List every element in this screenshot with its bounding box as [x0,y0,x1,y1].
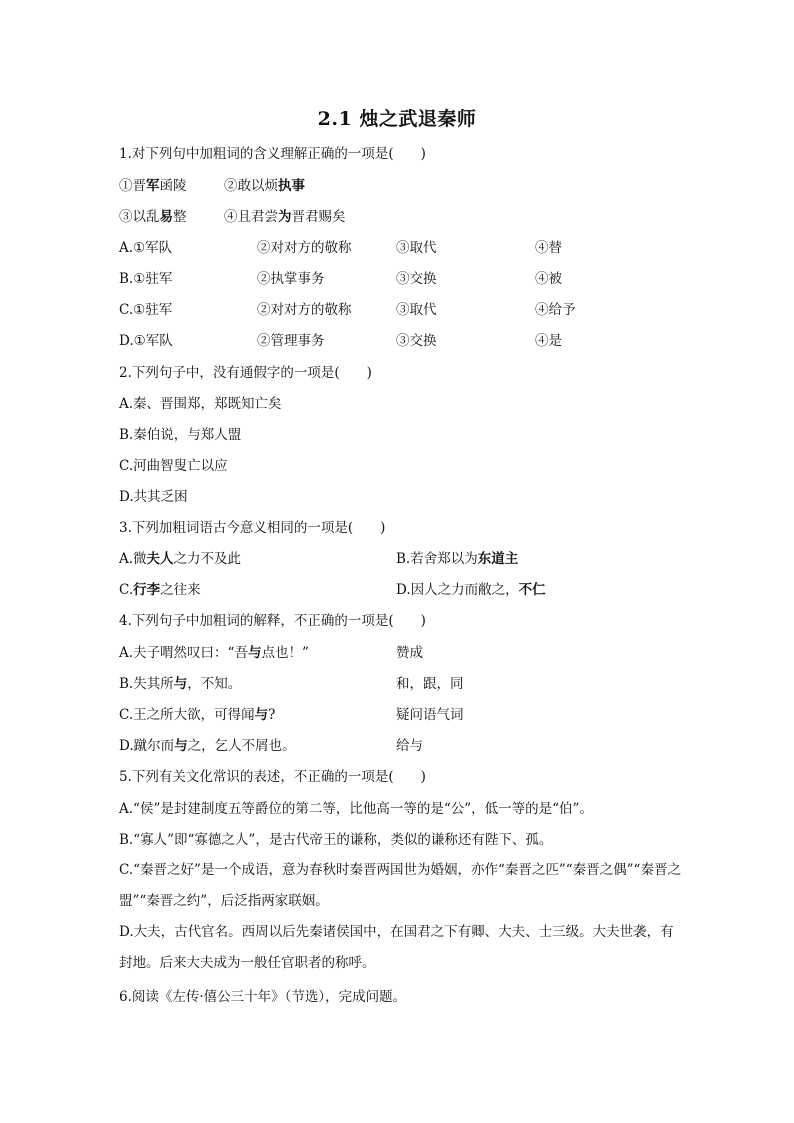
q5-option-d: D.大夫，古代官名。西周以后先秦诸侯国中，在国君之下有卿、大夫、士三级。大夫世袭，有封地。后来大夫成为一般任官职者的称呼。 [119,924,674,971]
q4-gloss-a: 赞成 [396,645,423,661]
q1-item-2: ②敢以烦执事 [224,178,305,194]
q3-option-c: C.行李之往来 [119,582,201,598]
q3-option-d: D.因人之力而敝之，不仁 [396,582,546,598]
q2-option-a: A.秦、晋围郑，郑既知亡矣 [119,396,282,412]
q3-option-b: B.若舍郑以为东道主 [396,551,519,567]
q1-option-c-4: ④给予 [535,302,576,318]
q2-option-d: D.共其乏困 [119,489,188,505]
q6-stem: 6.阅读《左传·僖公三十年》（节选），完成问题。 [119,989,407,1005]
q2-option-c: C.河曲智叟亡以应 [119,458,228,474]
q1-option-a-1: A.①军队 [119,240,173,256]
q1-option-b-4: ④被 [535,271,562,287]
q1-option-d-4: ④是 [535,333,562,349]
q1-item-1: ①晋军函陵 [119,178,187,194]
q4-option-a: A.夫子喟然叹曰：“吾与点也！” [119,645,309,661]
q1-option-a-3: ③取代 [396,240,437,256]
q1-option-c-1: C.①驻军 [119,302,173,318]
q1-option-a-4: ④替 [535,240,562,256]
q1-option-d-3: ③交换 [396,333,437,349]
q1-option-b-3: ③交换 [396,271,437,287]
q1-option-b-2: ②执掌事务 [257,271,325,287]
q1-option-c-3: ③取代 [396,302,437,318]
q4-option-d: D.蹴尔而与之，乞人不屑也。 [119,738,296,754]
q5-option-c: C.“秦晋之好”是一个成语，意为春秋时秦晋两国世为婚姻，亦作“秦晋之匹”“秦晋之偶”“秦晋之盟”“秦晋之约”，后泛指两家联姻。 [119,862,681,909]
q1-option-b-1: B.①驻军 [119,271,173,287]
q3-stem: 3.下列加粗词语古今意义相同的一项是( ) [119,520,386,536]
q1-option-d-1: D.①军队 [119,333,173,349]
q1-option-a-2: ②对对方的敬称 [257,240,352,256]
q3-option-a: A.微夫人之力不及此 [119,551,242,567]
q2-stem: 2.下列句子中，没有通假字的一项是( ) [119,365,372,381]
q4-gloss-c: 疑问语气词 [396,707,464,723]
q4-gloss-b: 和，跟，同 [396,676,464,692]
q2-option-b: B.秦伯说，与郑人盟 [119,427,242,443]
q5-option-b: B.“寡人”即“寡德之人”，是古代帝王的谦称，类似的谦称还有陛下、孤。 [119,832,553,848]
page-title: 2.1 烛之武退秦师 [317,108,477,130]
q4-option-b: B.失其所与，不知。 [119,676,242,692]
q1-option-d-2: ②管理事务 [257,333,325,349]
q5-option-a: A.“侯”是封建制度五等爵位的第二等，比他高一等的是“公”，低一等的是“伯”。 [119,801,593,817]
q1-item-4: ④且君尝为晋君赐矣 [224,209,346,225]
q1-stem: 1.对下列句中加粗词的含义理解正确的一项是( ) [119,146,426,162]
q4-option-c: C.王之所大欲，可得闻与? [119,707,276,723]
q4-gloss-d: 给与 [396,738,423,754]
q5-stem: 5.下列有关文化常识的表述，不正确的一项是( ) [119,769,426,785]
q4-stem: 4.下列句子中加粗词的解释，不正确的一项是( ) [119,613,426,629]
q1-item-3: ③以乱易整 [119,209,187,225]
q1-option-c-2: ②对对方的敬称 [257,302,352,318]
